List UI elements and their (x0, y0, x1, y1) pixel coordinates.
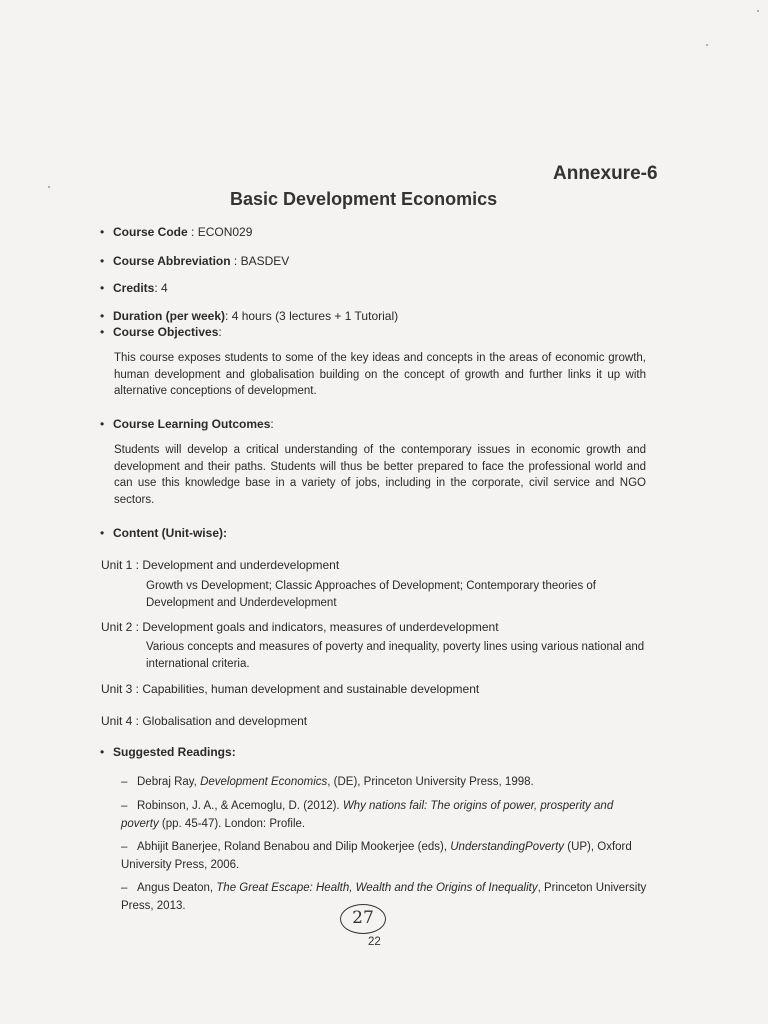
unit-1-title: Unit 1 : Development and underdevelopment (101, 558, 340, 572)
page-number: 22 (368, 936, 381, 948)
course-code-label: Course Code (113, 225, 188, 239)
reading-4-author: Angus Deaton, (137, 882, 217, 894)
reading-4-title: The Great Escape: Health, Wealth and the Origins of Inequality (216, 882, 538, 894)
reading-item (121, 879, 651, 915)
credits-sep: : (154, 281, 162, 295)
bullet-icon: • (100, 281, 105, 295)
content-heading (100, 525, 227, 541)
dash-icon: – (121, 882, 128, 894)
outcomes-sep: : (270, 417, 274, 431)
reading-1-publisher: , (DE), Princeton University Press, 1998. (327, 776, 534, 788)
reading-1-author: Debraj Ray, (137, 776, 201, 788)
course-abbreviation-sep: : (230, 254, 241, 268)
course-abbreviation-value: BASDEV (240, 254, 290, 268)
unit-2-description: Various concepts and measures of poverty and inequality, poverty lines using various national and international criteria. (146, 641, 645, 670)
duration-label: Duration (per week) (113, 309, 226, 323)
unit-3-title: Unit 3 : Capabilities, human development and sustainable development (101, 682, 480, 696)
credits-value: 4 (161, 281, 168, 295)
duration-item (100, 308, 398, 324)
dash-icon: – (121, 841, 128, 853)
handwritten-page-stamp: 27 (340, 904, 386, 934)
course-code-item (100, 224, 252, 240)
credits-label: Credits (113, 281, 155, 295)
bullet-icon: • (100, 325, 105, 339)
objectives-text: This course exposes students to some of the key ideas and concepts in the areas of economic growth, human development and globalisation building on the concept of growth and further links it up with alternative conceptions of development. (114, 352, 646, 397)
reading-2-author: Robinson, J. A., & Acemoglu, D. (2012). (137, 800, 343, 812)
course-abbreviation-item (100, 253, 289, 269)
scan-speck (706, 44, 708, 46)
dash-icon: – (121, 800, 128, 812)
bullet-icon: • (100, 526, 105, 540)
bullet-icon: • (100, 309, 105, 323)
unit-1-description: Growth vs Development; Classic Approaches of Development; Contemporary theories of Development and Underdevelopment (146, 580, 596, 609)
course-code-sep: : (187, 225, 198, 239)
reading-item (121, 773, 651, 791)
reading-3-author: Abhijit Banerjee, Roland Benabou and Dilip Mookerjee (eds), (137, 841, 451, 853)
readings-label: Suggested Readings: (113, 745, 236, 759)
course-code-value: ECON029 (197, 225, 253, 239)
dash-icon: – (121, 776, 128, 788)
bullet-icon: • (100, 745, 105, 759)
duration-value: 4 hours (3 lectures + 1 Tutorial) (231, 309, 399, 323)
bullet-icon: • (100, 225, 105, 239)
course-abbreviation-label: Course Abbreviation (113, 254, 231, 268)
reading-2-title: Why nations fail: The origins of power, prosperity and poverty (121, 800, 614, 830)
content-label: Content (Unit-wise): (113, 526, 227, 540)
annexure-label: Annexure-6 (553, 163, 658, 184)
reading-2-publisher: (pp. 45-47). London: Profile. (158, 818, 306, 830)
outcomes-text: Students will develop a critical understanding of the contemporary issues in economic growth and development and their paths. Students will thus be better prepared to face the professional world and can use this knowledge base in a variety of jobs, including in the corporate, civil service and NGO sectors. (114, 444, 646, 506)
bullet-icon: • (100, 254, 105, 268)
outcomes-label: Course Learning Outcomes (113, 417, 271, 431)
unit-2-title: Unit 2 : Development goals and indicators, measures of underdevelopment (101, 620, 499, 634)
reading-item (121, 838, 651, 874)
bullet-icon: • (100, 417, 105, 431)
unit-4-title: Unit 4 : Globalisation and development (101, 714, 308, 728)
objectives-label: Course Objectives (113, 325, 219, 339)
objectives-sep: : (218, 325, 222, 339)
reading-4-publisher: , Princeton University Press, 2013. (121, 882, 647, 912)
duration-sep: : (225, 309, 232, 323)
reading-item (121, 797, 651, 833)
scan-speck (757, 10, 759, 12)
objectives-heading (100, 324, 222, 340)
scan-speck (48, 186, 50, 188)
page-title: Basic Development Economics (230, 189, 498, 209)
reading-3-title: UnderstandingPoverty (450, 841, 565, 853)
readings-heading (100, 744, 236, 760)
credits-item (100, 280, 168, 296)
reading-1-title: Development Economics (200, 776, 328, 788)
outcomes-heading (100, 416, 274, 432)
reading-3-publisher: (UP), Oxford University Press, 2006. (121, 841, 632, 871)
